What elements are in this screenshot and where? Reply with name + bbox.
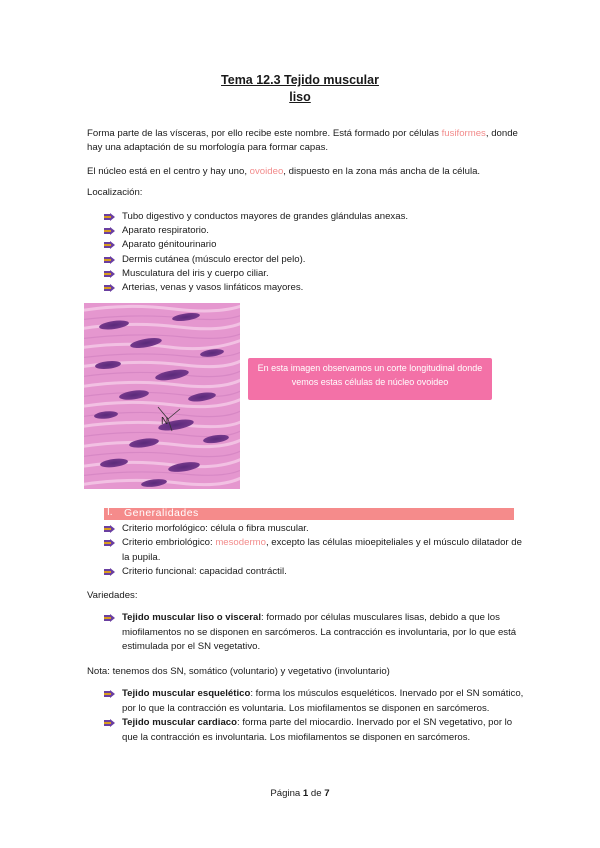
list-item: Arterias, venas y vasos linfáticos mayores. <box>104 281 524 295</box>
list-item: Tubo digestivo y conductos mayores de grandes glándulas anexas. <box>104 210 524 224</box>
arrow-bullet-icon <box>104 614 115 622</box>
intro-paragraph-1 <box>87 127 523 154</box>
list-item: Tejido muscular liso o visceral: formado por células musculares lisas, debido a que los miofilamentos no se disponen en sarcómeros. La contracción es involuntaria, por lo que está estimulada por el SN vegetativo. <box>104 611 524 655</box>
term-ovoideo: ovoideo <box>249 166 284 177</box>
arrow-bullet-icon <box>104 270 115 278</box>
arrow-bullet-icon <box>104 568 115 576</box>
localizacion-heading: Localización: <box>87 187 143 198</box>
arrow-bullet-icon <box>104 213 115 221</box>
list-item: Tejido muscular esquelético: forma los músculos esqueléticos. Inervado por el SN somático, por lo que la contracción es voluntaria. Los miofilamentos se disponen en sarcómeros. <box>104 687 524 716</box>
list-item: Criterio morfológico: célula o fibra muscular. <box>104 522 524 536</box>
page-footer: Página 1 de 7 <box>270 788 330 799</box>
localizacion-list <box>104 210 524 295</box>
list-item: Dermis cutánea (músculo erector del pelo). <box>104 253 524 267</box>
list-item: Aparato génitourinario <box>104 238 524 252</box>
histology-image <box>84 303 240 489</box>
arrow-bullet-icon <box>104 690 115 698</box>
intro-p1-text: Forma parte de las vísceras, por ello recibe este nombre. Está formado por células <box>87 128 442 139</box>
intro-p2-text-end: , dispuesto en la zona más ancha de la célula. <box>283 166 481 177</box>
page-title-line1: Tema 12.3 Tejido muscular <box>221 73 379 87</box>
arrow-bullet-icon <box>104 284 115 292</box>
intro-p2-text: El núcleo está en el centro y hay uno, <box>87 166 250 177</box>
current-page: 1 <box>302 788 309 799</box>
otros-tejidos-list <box>104 687 524 745</box>
term-cardiaco: Tejido muscular cardiaco <box>122 717 237 729</box>
figure-caption: En esta imagen observamos un corte longitudinal donde vemos estas células de núcleo ovoideo <box>248 358 492 400</box>
list-item: Aparato respiratorio. <box>104 224 524 238</box>
intro-paragraph-2 <box>87 165 523 179</box>
variedades-list <box>104 611 524 655</box>
section-heading-generalidades <box>104 508 514 520</box>
smooth-muscle-micrograph <box>84 303 240 489</box>
generalidades-list <box>104 522 524 580</box>
arrow-bullet-icon <box>104 256 115 264</box>
arrow-bullet-icon <box>104 719 115 727</box>
section-title: Generalidades <box>124 507 199 519</box>
nota-paragraph: Nota: tenemos dos SN, somático (voluntario) y vegetativo (involuntario) <box>87 666 390 677</box>
arrow-bullet-icon <box>104 227 115 235</box>
list-item: Tejido muscular cardiaco: forma parte del miocardio. Inervado por el SN vegetativo, por lo que la contracción es involuntaria. Los miofilamentos se disponen en sarcómeros. <box>104 716 524 745</box>
list-item: Criterio funcional: capacidad contráctil. <box>104 565 524 579</box>
arrow-bullet-icon <box>104 539 115 547</box>
term-tejido-liso: Tejido muscular liso o visceral <box>122 612 261 623</box>
list-item: Criterio embriológico: mesodermo, excepto las células mioepiteliales y el músculo dilatador de la pupila. <box>104 536 524 565</box>
section-number: I. <box>107 507 113 518</box>
intro-p1-text-end: , donde hay una adaptación de su morfología para formar capas. <box>87 128 518 153</box>
term-fusiformes: fusiformes <box>441 128 486 139</box>
figure-label-n: N <box>161 416 169 427</box>
term-esqueletico: Tejido muscular esquelético <box>122 688 251 699</box>
variedades-heading: Variedades: <box>87 590 138 601</box>
term-mesodermo: mesodermo <box>215 537 266 549</box>
page-title-line2: liso <box>289 90 311 104</box>
total-pages: 7 <box>324 788 330 799</box>
arrow-bullet-icon <box>104 525 115 533</box>
list-item: Musculatura del iris y cuerpo ciliar. <box>104 267 524 281</box>
arrow-bullet-icon <box>104 241 115 249</box>
